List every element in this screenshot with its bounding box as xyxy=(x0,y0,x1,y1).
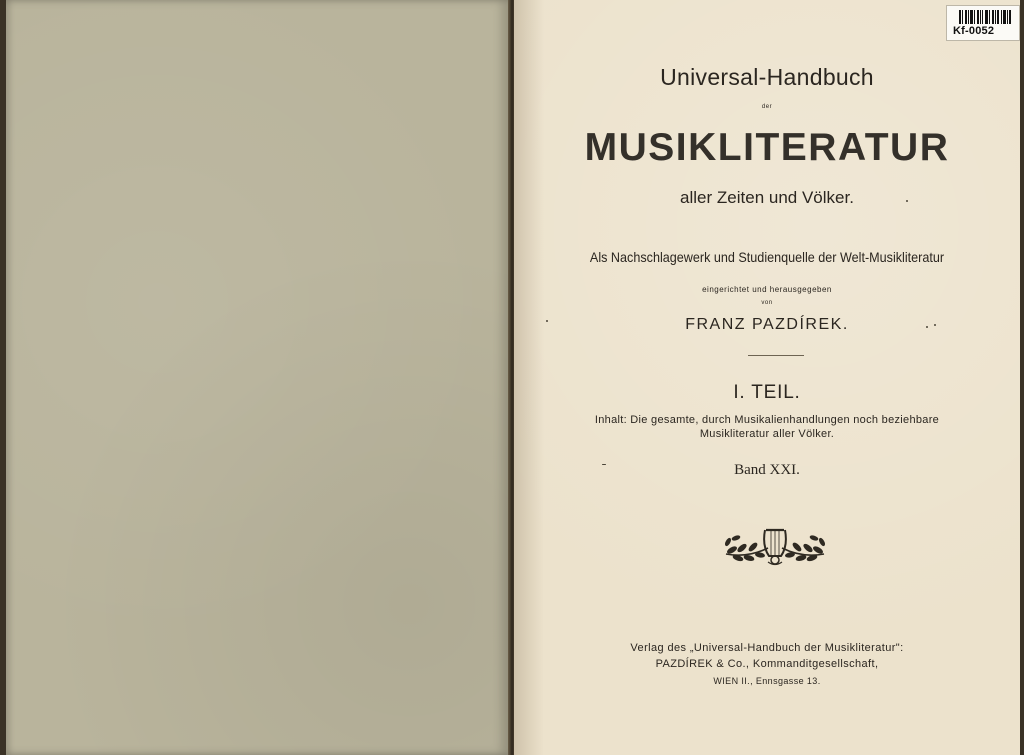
volume-number: Band XXI. xyxy=(734,462,800,478)
paper-speck xyxy=(906,200,908,202)
paper-speck xyxy=(934,324,936,326)
shelf-code: Kf-0052 xyxy=(953,25,995,37)
subtitle: aller Zeiten und Völker. xyxy=(680,188,854,207)
divider-rule xyxy=(748,355,804,356)
paper-speck xyxy=(926,326,928,328)
publisher-address: WIEN II., Ennsgasse 13. xyxy=(713,676,821,686)
contents-line2: Musikliteratur aller Völker. xyxy=(699,428,835,440)
title-page xyxy=(514,0,1020,755)
author-name: FRANZ PAZDÍREK. xyxy=(685,316,849,333)
barcode-icon xyxy=(959,10,1011,24)
part-heading: I. TEIL. xyxy=(733,382,801,403)
publisher-line1: Verlag des „Universal-Handbuch der Musikliteratur": xyxy=(630,642,904,654)
library-label xyxy=(946,5,1020,41)
publisher-line2: PAZDÍREK & Co., Kommanditgesellschaft, xyxy=(655,658,879,670)
purpose-line: Als Nachschlagewerk und Studienquelle der Welt-Musikliteratur xyxy=(589,249,945,265)
main-title: MUSIKLITERATUR xyxy=(584,126,950,169)
left-blank-page xyxy=(6,0,510,755)
title-line1: Universal-Handbuch xyxy=(660,64,874,90)
lyre-laurel-ornament-icon xyxy=(722,520,828,568)
contents-line1: Inhalt: Die gesamte, durch Musikalienhandlungen noch beziehbare xyxy=(594,414,940,426)
paper-speck xyxy=(602,464,606,465)
edited-by-line: eingerichtet und herausgegeben xyxy=(702,285,832,294)
title-connector: der xyxy=(761,104,773,110)
von-line: von xyxy=(761,300,773,306)
paper-speck xyxy=(546,320,548,322)
